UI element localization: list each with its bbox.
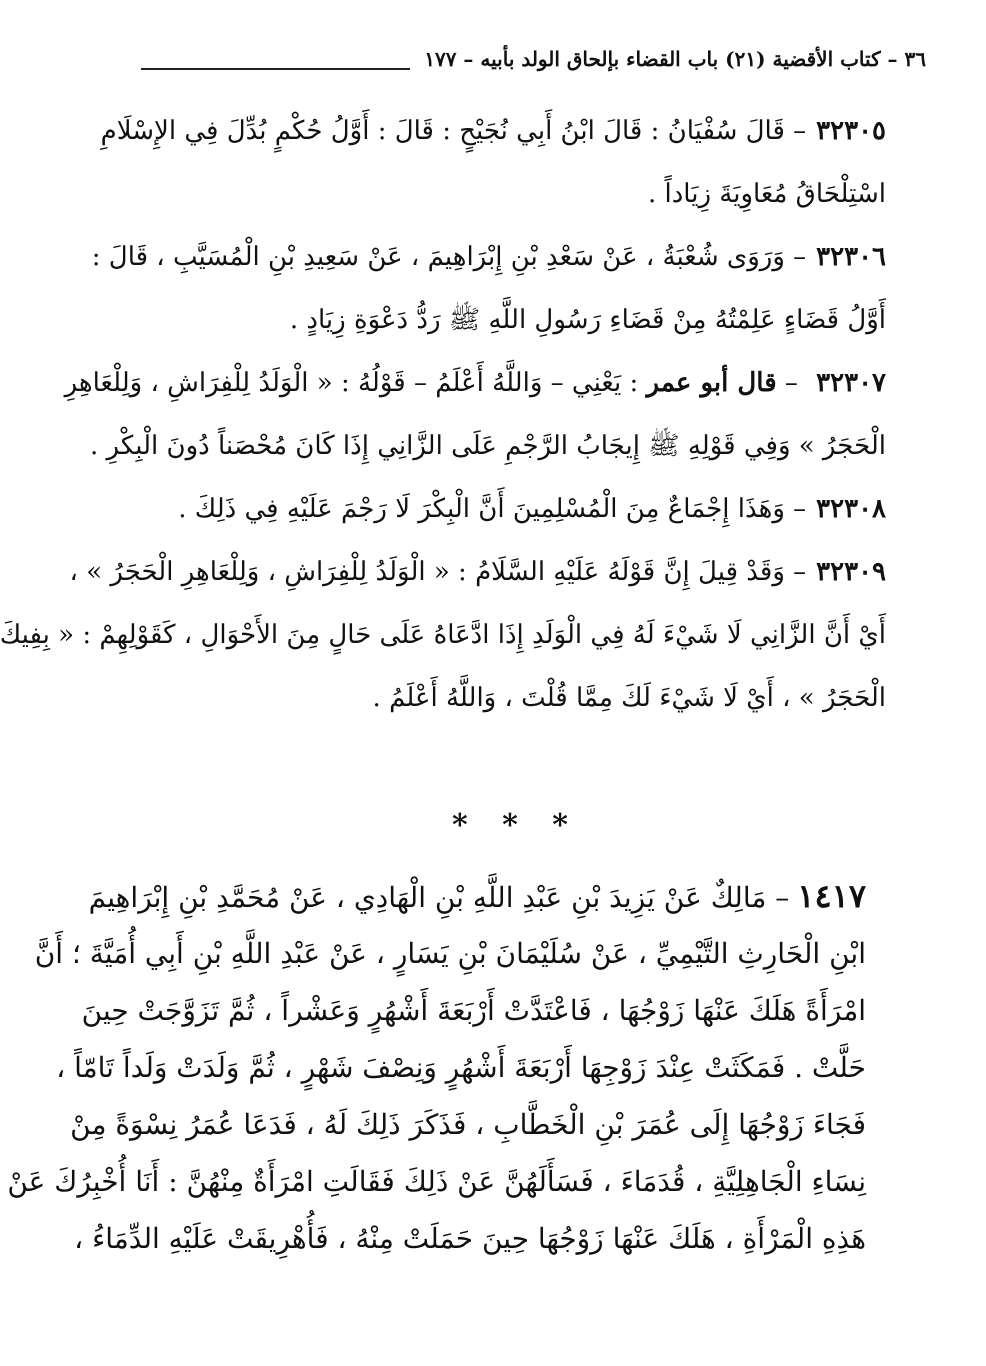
paragraph-line (91, 226, 886, 289)
hadith-line (56, 1039, 866, 1096)
hadith-text: ابْنِ الْحَارِثِ التَّيْمِيِّ ، عَنْ سُلَيْمَانَ بْنِ يَسَارٍ ، عَنْ عَبْدِ اللَّهِ بْنِ أَبِي أُمَيَّةَ ؛ أَنَّ (34, 937, 866, 970)
paragraph-text: الْحَجَرُ » وَفِي قَوْلِهِ ﷺ إِيجَابُ الرَّجْمِ عَلَى الزَّانِي إِذَا كَانَ مُحْصَناً دُونَ الْبِكْرِ . (89, 431, 886, 461)
header-rule (141, 68, 410, 70)
section-separator: * * * (452, 808, 580, 843)
hadith-text: – مَالِكٌ عَنْ يَزِيدَ بْنِ عَبْدِ اللَّهِ بْنِ الْهَادِي ، عَنْ مُحَمَّدِ بْنِ إِبْرَاهِيمَ (88, 881, 790, 914)
commentary-section (0, 100, 886, 730)
paragraph-number: ٣٢٣٠٩ (816, 557, 886, 587)
paragraph-text: أَيْ أَنَّ الزَّانِي لَا شَيْءَ لَهُ فِي الْوَلَدِ إِذَا ادَّعَاهُ عَلَى حَالٍ مِنَ الأَحْوَالِ ، كَقَوْلِهِمْ : « بِفِيكَ (0, 620, 886, 650)
paragraph-line (146, 667, 886, 730)
hadith-text: امْرَأَةً هَلَكَ عَنْهَا زَوْجُهَا ، فَاعْتَدَّتْ أَرْبَعَةَ أَشْهُرٍ وَعَشْراً ، ثُمَّ تَزَوَّجَتْ حِينَ (81, 994, 866, 1027)
paragraph-line (146, 289, 886, 352)
paragraph-number: ٣٢٣٠٧ (816, 368, 886, 398)
paragraph-text: اسْتِلْحَاقُ مُعَاوِيَةَ زِيَاداً . (647, 179, 886, 209)
hadith-line (7, 1153, 866, 1210)
hadith-number: ١٤١٧ (797, 877, 866, 915)
hadith-text: حَلَّتْ . فَمَكَثَتْ عِنْدَ زَوْجِهَا أَرْبَعَةَ أَشْهُرٍ وَنِصْفَ شَهْرٍ ، ثُمَّ وَلَدَتْ وَلَداً تَامّاً ، (56, 1051, 866, 1084)
hadith-text: فَجَاءَ زَوْجُهَا إِلَى عُمَرَ بْنِ الْخَطَّابِ ، فَذَكَرَ ذَلِكَ لَهُ ، فَدَعَا عُمَرُ نِسْوَةً مِنْ (70, 1108, 866, 1141)
paragraph-line (0, 604, 886, 667)
paragraph-number: ٣٢٣٠٦ (816, 242, 886, 272)
hadith-line (70, 1096, 866, 1153)
hadith-text: هَذِهِ الْمَرْأَةِ ، هَلَكَ عَنْهَا زَوْجُهَا حِينَ حَمَلَتْ مِنْهُ ، فَأُهْرِيقَتْ عَلَيْهِ الدِّمَاءُ ، (74, 1222, 866, 1255)
header-title: ٣٦ – كتاب الأقضية (٢١) باب القضاء بإلحاق الولد بأبيه – ١٧٧ (424, 47, 926, 71)
hadith-line (74, 1210, 866, 1267)
hadith-section (7, 868, 866, 1267)
hadith-line (34, 925, 866, 982)
running-header (141, 42, 926, 72)
paragraph-text: الْحَجَرُ » ، أَيْ لَا شَيْءَ لَكَ مِمَّا قُلْتَ ، وَاللَّهُ أَعْلَمُ . (372, 683, 886, 713)
paragraph-number: ٣٢٣٠٥ (816, 116, 886, 146)
paragraph-line: ٣٢٣٠٧ – قال أبو عمر : يَعْنِي – وَاللَّهُ أَعْلَمُ – قَوْلُهُ : « الْوَلَدُ لِلْفِرَاشِ ، وَلِلْعَاهِرِ (64, 368, 886, 398)
paragraph-line (146, 478, 886, 541)
hadith-line (88, 868, 866, 925)
paragraph-text: – وَقَدْ قِيلَ إِنَّ قَوْلَهُ عَلَيْهِ السَّلَامُ : « الْوَلَدُ لِلْفِرَاشِ ، وَلِلْعَاهِرِ الْحَجَرُ » ، (69, 557, 807, 587)
paragraph-line (100, 100, 886, 163)
paragraph-number: ٣٢٣٠٨ (816, 494, 886, 524)
paragraph-text: : يَعْنِي – وَاللَّهُ أَعْلَمُ – قَوْلُهُ : « الْوَلَدُ لِلْفِرَاشِ ، وَلِلْعَاهِرِ (64, 368, 639, 398)
speaker-label: قال أبو عمر (646, 368, 777, 398)
paragraph-text: أَوَّلُ قَضَاءٍ عَلِمْتُهُ مِنْ قَضَاءِ رَسُولِ اللَّهِ ﷺ رَدُّ دَعْوَةِ زِيَادٍ . (289, 305, 886, 335)
paragraph-text: – وَرَوَى شُعْبَةُ ، عَنْ سَعْدِ بْنِ إِبْرَاهِيمَ ، عَنْ سَعِيدِ بْنِ الْمُسَيَّبِ ، قَالَ : (91, 242, 807, 272)
hadith-line (81, 982, 866, 1039)
paragraph-line (146, 163, 886, 226)
hadith-text: نِسَاءِ الْجَاهِلِيَّةِ ، قُدَمَاءَ ، فَسَأَلَهُنَّ عَنْ ذَلِكَ فَقَالَتِ امْرَأَةٌ مِنْهُنَّ : أَنَا أُخْبِرُكَ عَنْ (7, 1165, 866, 1198)
paragraph-text: – قَالَ سُفْيَانُ : قَالَ ابْنُ أَبِي نُجَيْحٍ : قَالَ : أَوَّلُ حُكْمٍ بُدِّلَ فِي الإِسْلَامِ (100, 116, 807, 146)
paragraph-line (69, 541, 886, 604)
paragraph-text: – وَهَذَا إِجْمَاعٌ مِنَ الْمُسْلِمِينَ أَنَّ الْبِكْرَ لَا رَجْمَ عَلَيْهِ فِي ذَلِكَ . (178, 494, 807, 524)
paragraph-line (89, 415, 886, 478)
